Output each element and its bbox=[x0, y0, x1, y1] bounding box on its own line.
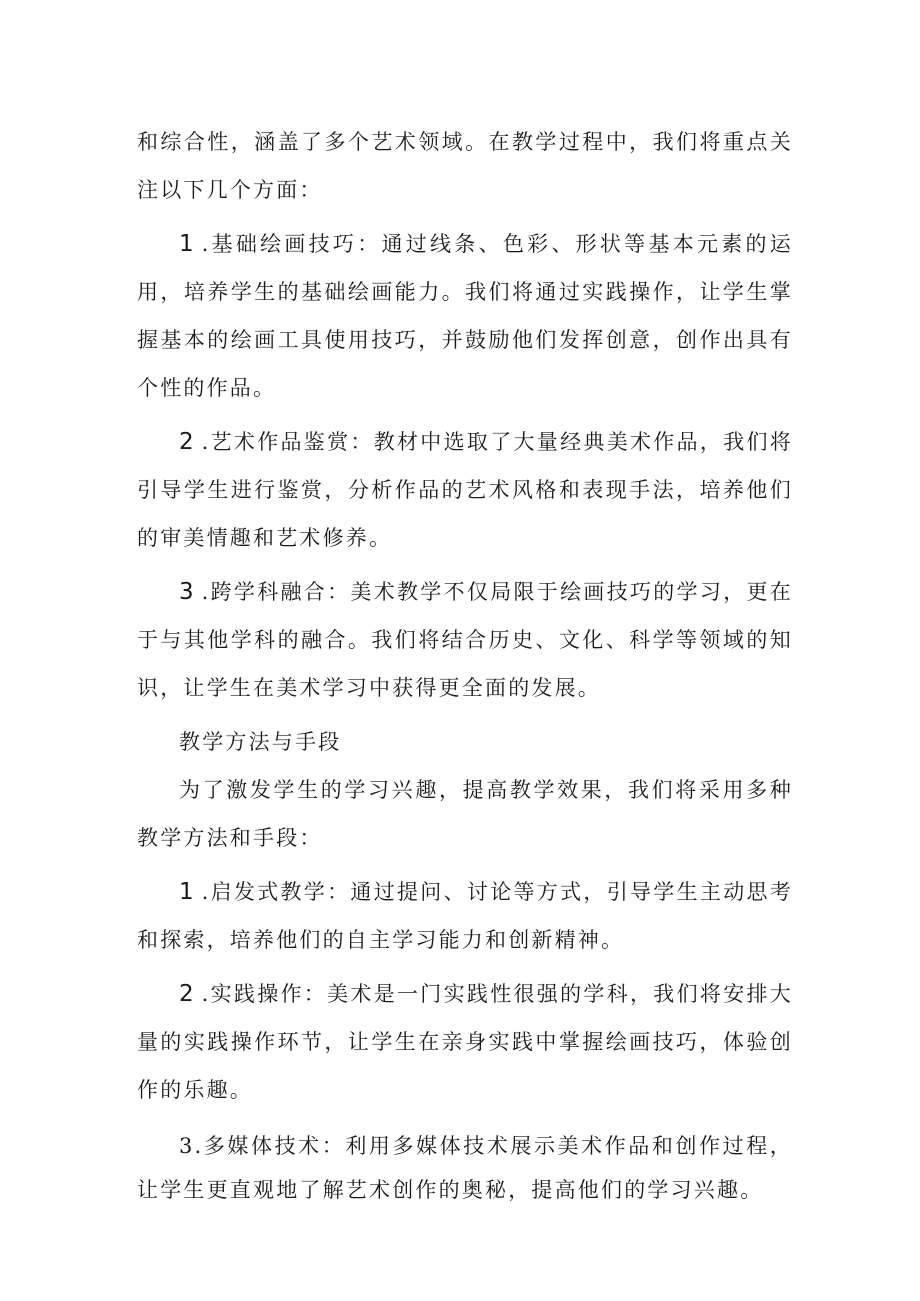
list-number: 2 bbox=[179, 429, 202, 455]
paragraph-text: .跨学科融合：美术教学不仅局限于绘画技巧的学习，更在于与其他学科的融合。我们将结合历史、文化、科学等领域的知识，让学生在美术学习中获得更全面的发展。 bbox=[137, 580, 793, 700]
paragraph-text: 3.多媒体技术：利用多媒体技术展示美术作品和创作过程，让学生更直观地了解艺术创作的奥秘，提高他们的学习兴趣。 bbox=[137, 1134, 793, 1202]
paragraph-text: .启发式教学：通过提问、讨论等方式，引导学生主动思考和探索，培养他们的自主学习能力和创新精神。 bbox=[137, 880, 793, 952]
section-heading-text: 教学方法与手段 bbox=[179, 730, 342, 754]
paragraph-methods-intro bbox=[137, 766, 793, 862]
list-number: 1 bbox=[179, 231, 202, 257]
paragraph-method-2 bbox=[137, 970, 793, 1114]
paragraph-text: 和综合性，涵盖了多个艺术领域。在教学过程中，我们将重点关注以下几个方面： bbox=[137, 130, 793, 202]
list-number: 2 bbox=[179, 981, 202, 1007]
paragraph-text: 为了激发学生的学习兴趣，提高教学效果，我们将采用多种教学方法和手段： bbox=[137, 778, 793, 850]
document-body bbox=[137, 118, 793, 1218]
paragraph-text: .艺术作品鉴赏：教材中选取了大量经典美术作品，我们将引导学生进行鉴赏，分析作品的艺术风格和表现手法，培养他们的审美情趣和艺术修养。 bbox=[137, 430, 793, 550]
list-number: 1 bbox=[179, 879, 202, 905]
paragraph-method-3 bbox=[137, 1124, 793, 1212]
paragraph-point-2 bbox=[137, 418, 793, 562]
paragraph-text: .实践操作：美术是一门实践性很强的学科，我们将安排大量的实践操作环节，让学生在亲身实践中掌握绘画技巧，体验创作的乐趣。 bbox=[137, 982, 793, 1102]
paragraph-point-3 bbox=[137, 568, 793, 712]
paragraph-text: .基础绘画技巧：通过线条、色彩、形状等基本元素的运用，培养学生的基础绘画能力。我们将通过实践操作，让学生掌握基本的绘画工具使用技巧，并鼓励他们发挥创意，创作出具有个性的作品。 bbox=[137, 232, 793, 400]
section-heading bbox=[137, 718, 793, 766]
list-number: 3 bbox=[179, 579, 202, 605]
paragraph-point-1 bbox=[137, 220, 793, 412]
paragraph-method-1 bbox=[137, 868, 793, 964]
paragraph-intro-continuation bbox=[137, 118, 793, 214]
